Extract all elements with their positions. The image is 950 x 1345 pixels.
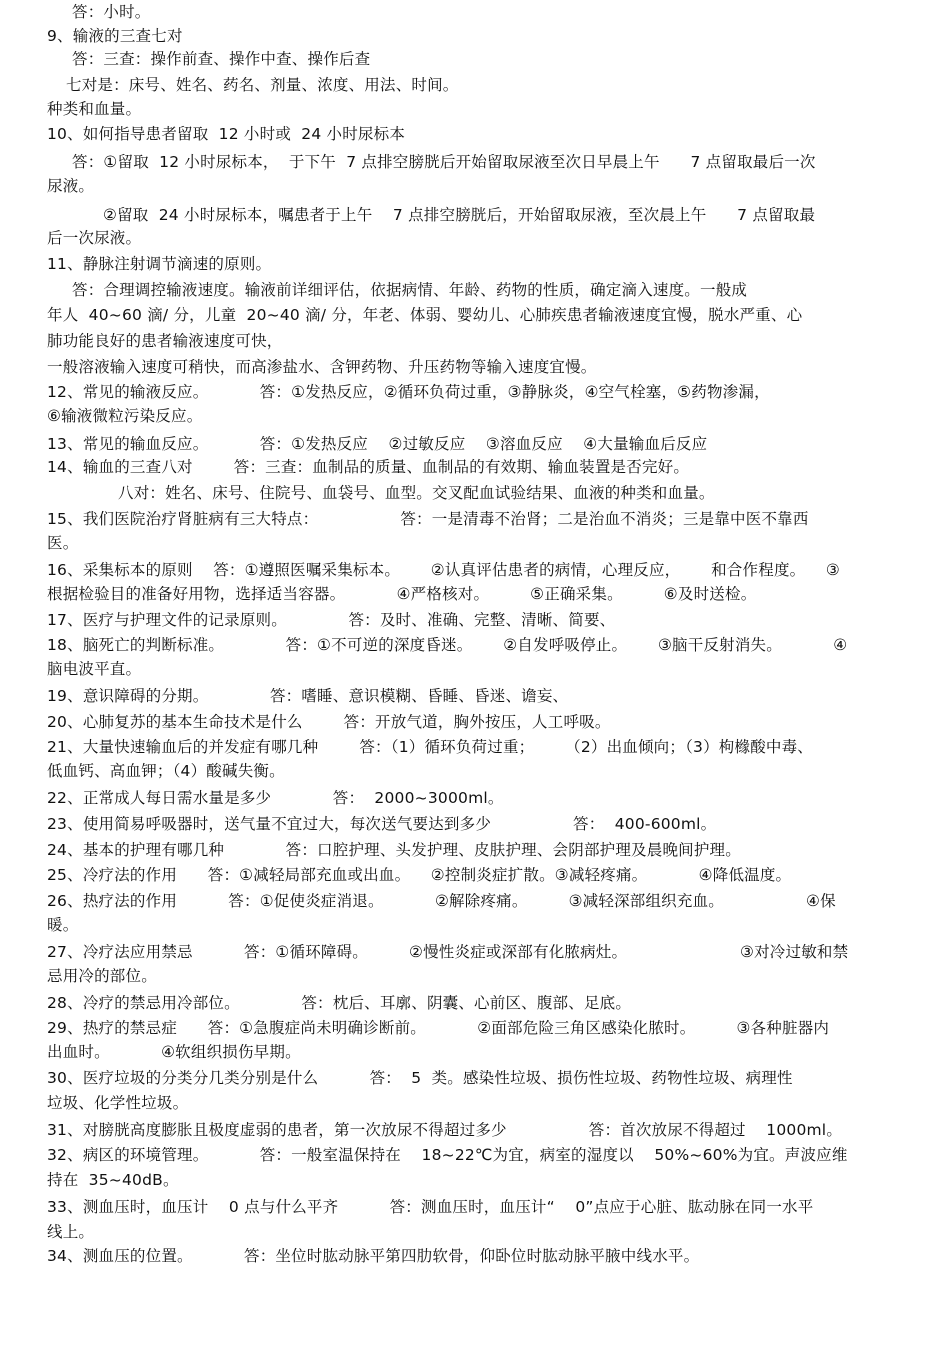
text-line: 16、采集标本的原则 答：①遵照医嘱采集标本。 ②认真评估患者的病情，心理反应， 和合作程度。 ③ xyxy=(47,561,840,579)
text-line: 答：三查：操作前查、操作中查、操作后查 xyxy=(72,50,371,68)
text-line: 后一次尿液。 xyxy=(47,229,142,247)
text-line: ②留取 24 小时尿标本，嘱患者于上午 7 点排空膀胱后，开始留取尿液，至次晨上午 7 点留取最 xyxy=(103,206,816,224)
text-line: 18、脑死亡的判断标准。 答：①不可逆的深度昏迷。 ②自发呼吸停止。 ③脑干反射消失。 ④ xyxy=(47,636,848,654)
text-line: 12、常见的输液反应。 答：①发热反应，②循环负荷过重，③静脉炎，④空气栓塞，⑤药物渗漏， xyxy=(47,383,770,401)
text-line: 32、病区的环境管理。 答：一般室温保持在 18~22℃为宜，病室的湿度以 50%~60%为宜。声波应维 xyxy=(47,1146,848,1164)
text-line: 22、正常成人每日需水量是多少 答： 2000~3000ml。 xyxy=(47,789,504,807)
text-line: 24、基本的护理有哪几种 答：口腔护理、头发护理、皮肤护理、会阴部护理及晨晚间护理。 xyxy=(47,841,741,859)
text-line: 出血时。 ④软组织损伤早期。 xyxy=(47,1043,301,1061)
text-line: 持在 35~40dB。 xyxy=(47,1171,179,1189)
text-line: 23、使用简易呼吸器时，送气量不宜过大，每次送气要达到多少 答： 400-600ml。 xyxy=(47,815,717,833)
text-line: 27、冷疗法应用禁忌 答：①循环障碍。 ②慢性炎症或深部有化脓病灶。 ③对冷过敏和禁 xyxy=(47,943,849,961)
text-line: 暖。 xyxy=(47,916,79,934)
text-line: 垃圾、化学性垃圾。 xyxy=(47,1094,189,1112)
text-line: 19、意识障碍的分期。 答：嗜睡、意识模糊、昏睡、昏迷、谵妄、 xyxy=(47,687,569,705)
text-line: 25、冷疗法的作用 答：①减轻局部充血或出血。 ②控制炎症扩散。③减轻疼痛。 ④降低温度。 xyxy=(47,866,792,884)
text-line: 一般溶液输入速度可稍快，而高渗盐水、含钾药物、升压药物等输入速度宜慢。 xyxy=(47,358,597,376)
text-line: 20、心肺复苏的基本生命技术是什么 答：开放气道，胸外按压，人工呼吸。 xyxy=(47,713,611,731)
text-line: 年人 40~60 滴/ 分，儿童 20~40 滴/ 分，年老、体弱、婴幼儿、心肺疾患者输液速度宜慢，脱水严重、心 xyxy=(47,306,803,324)
text-line: 30、医疗垃圾的分类分几类分别是什么 答： 5 类。感染性垃圾、损伤性垃圾、药物性垃圾、病理性 xyxy=(47,1069,793,1087)
text-line: 根据检验目的准备好用物，选择适当容器。 ④严格核对。 ⑤正确采集。 ⑥及时送检。 xyxy=(47,585,757,603)
text-line: 肺功能良好的患者输液速度可快， xyxy=(47,332,283,350)
text-line: 医。 xyxy=(47,534,79,552)
text-line: 15、我们医院治疗肾脏病有三大特点： 答：一是清毒不治肾；二是治血不消炎；三是靠中医不靠西 xyxy=(47,510,809,528)
text-line: 八对：姓名、床号、住院号、血袋号、血型。交叉配血试验结果、血液的种类和血量。 xyxy=(118,484,715,502)
text-line: 答：小时。 xyxy=(72,3,151,21)
text-line: 34、测血压的位置。 答：坐位时肱动脉平第四肋软骨，仰卧位时肱动脉平腋中线水平。 xyxy=(47,1247,700,1265)
text-line: 10、如何指导患者留取 12 小时或 24 小时尿标本 xyxy=(47,125,406,143)
text-line: 31、对膀胱高度膨胀且极度虚弱的患者，第一次放尿不得超过多少 答：首次放尿不得超过 1000ml。 xyxy=(47,1121,843,1139)
text-line: 17、医疗与护理文件的记录原则。 答：及时、准确、完整、清晰、简要、 xyxy=(47,611,616,629)
text-line: 低血钙、高血钾；（4）酸碱失衡。 xyxy=(47,762,285,780)
text-line: 14、输血的三查八对 答：三查：血制品的质量、血制品的有效期、输血装置是否完好。 xyxy=(47,458,690,476)
text-line: 33、测血压时，血压计 0 点与什么平齐 答：测血压时，血压计“ 0”点应于心脏、肱动脉在同一水平 xyxy=(47,1198,814,1216)
text-line: 9、输液的三查七对 xyxy=(47,27,183,45)
text-line: 忌用冷的部位。 xyxy=(47,967,157,985)
text-line: 答：合理调控输液速度。输液前详细评估，依据病情、年龄、药物的性质，确定滴入速度。一般成 xyxy=(72,281,748,299)
text-line: 28、冷疗的禁忌用冷部位。 答：枕后、耳廓、阴囊、心前区、腹部、足底。 xyxy=(47,994,632,1012)
text-line: 线上。 xyxy=(47,1223,95,1241)
text-line: 29、热疗的禁忌症 答：①急腹症尚未明确诊断前。 ②面部危险三角区感染化脓时。 ③各种脏器内 xyxy=(47,1019,830,1037)
text-line: 26、热疗法的作用 答：①促使炎症消退。 ②解除疼痛。 ③减轻深部组织充血。 ④保 xyxy=(47,892,836,910)
text-line: 21、大量快速输血后的并发症有哪几种 答：（1）循环负荷过重； （2）出血倾向；（3）枸橼酸中毒、 xyxy=(47,738,813,756)
text-line: 种类和血量。 xyxy=(47,100,142,118)
text-line: ⑥输液微粒污染反应。 xyxy=(47,407,203,425)
text-line: 13、常见的输血反应。 答：①发热反应 ②过敏反应 ③溶血反应 ④大量输血后反应 xyxy=(47,435,708,453)
text-line: 答：①留取 12 小时尿标本， 于下午 7 点排空膀胱后开始留取尿液至次日早晨上午 7 点留取最后一次 xyxy=(72,153,816,171)
text-line: 尿液。 xyxy=(47,177,95,195)
text-line: 七对是：床号、姓名、药名、剂量、浓度、用法、时间。 xyxy=(66,76,459,94)
text-line: 脑电波平直。 xyxy=(47,660,142,678)
text-line: 11、静脉注射调节滴速的原则。 xyxy=(47,255,272,273)
